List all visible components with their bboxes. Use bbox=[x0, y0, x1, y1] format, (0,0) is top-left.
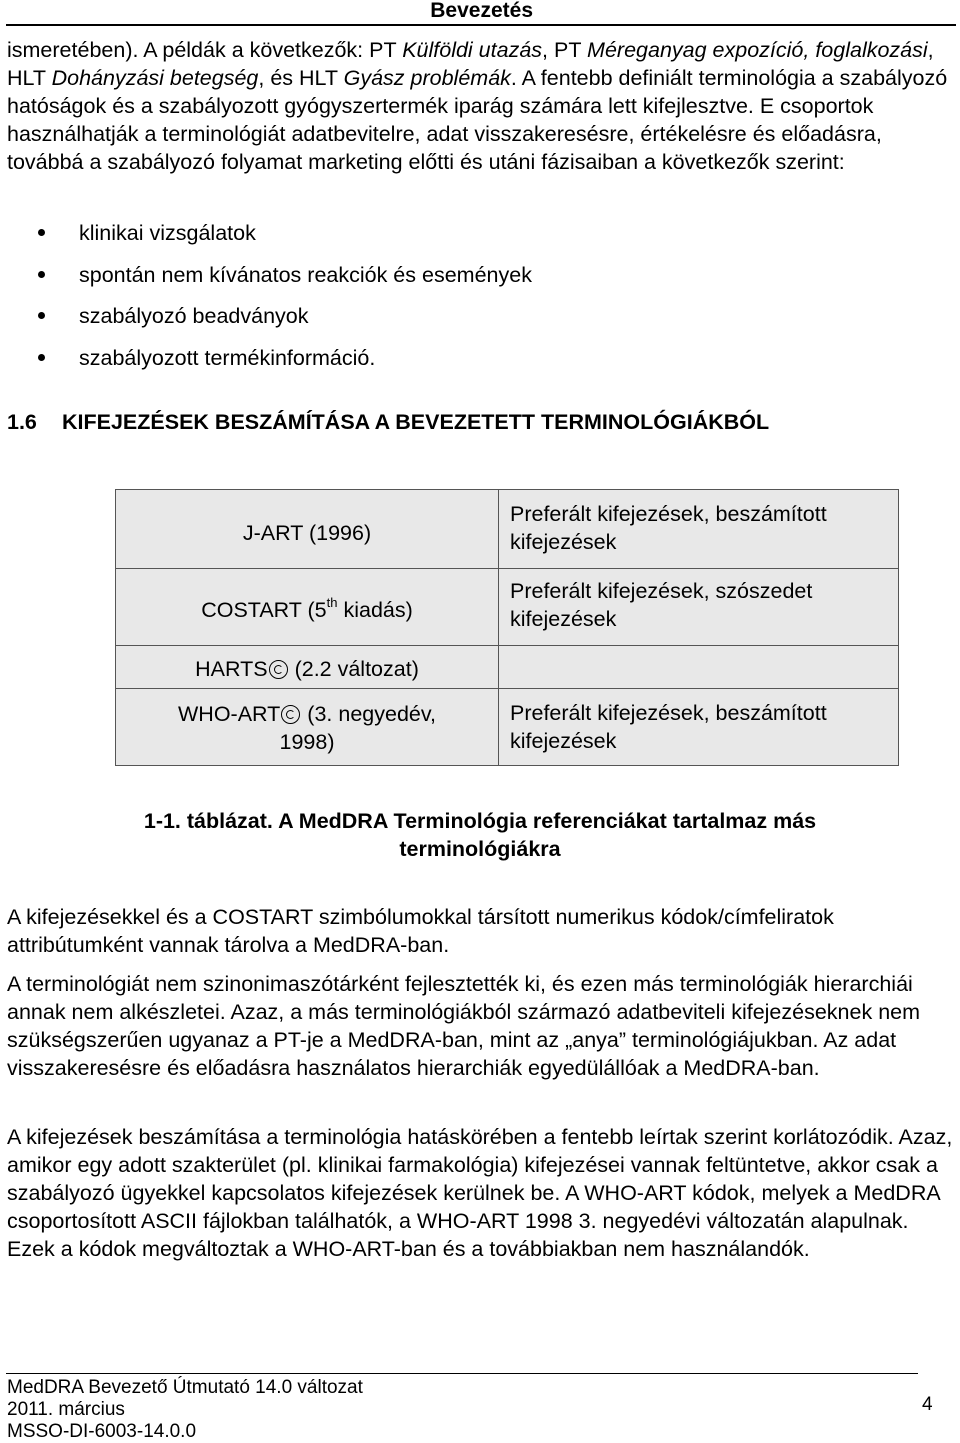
bullet-icon bbox=[38, 354, 45, 361]
page-number: 4 bbox=[922, 1394, 933, 1415]
table-cell-text: Preferált kifejezések, beszámított kifejezések bbox=[510, 701, 827, 753]
usage-bullet-list bbox=[7, 221, 907, 387]
whoart-year: 1998) bbox=[279, 730, 335, 754]
table-cell-text bbox=[116, 596, 498, 624]
list-item bbox=[7, 304, 907, 346]
intro-text-e: , HLT bbox=[7, 38, 934, 90]
section-heading bbox=[7, 408, 953, 436]
intro-italic-term-3: Dohányzási betegség bbox=[51, 66, 259, 90]
list-item-text: klinikai vizsgálatok bbox=[79, 221, 256, 245]
table-caption-line-2: terminológiákra bbox=[399, 837, 561, 861]
superscript: th bbox=[326, 594, 338, 610]
table-cell-text bbox=[116, 655, 498, 683]
table-cell-right-3 bbox=[498, 688, 899, 766]
table-cell-costart bbox=[115, 568, 499, 646]
registered-mark-icon bbox=[269, 660, 288, 679]
terminology-table bbox=[115, 489, 899, 766]
page-header-title: Bevezetés bbox=[430, 0, 533, 22]
harts-label: HARTS bbox=[195, 657, 268, 681]
costart-edition: kiadás) bbox=[337, 598, 413, 622]
costart-label: COSTART (5 bbox=[201, 598, 327, 622]
intro-text-g: , és HLT bbox=[258, 66, 344, 90]
footer-date: 2011. március bbox=[7, 1399, 125, 1420]
intro-italic-term-2: Méreganyag expozíció, foglalkozási bbox=[587, 38, 928, 62]
intro-text-c: , PT bbox=[542, 38, 588, 62]
table-cell-right-1 bbox=[498, 489, 899, 569]
bullet-icon bbox=[38, 312, 45, 319]
list-item-text: szabályozott termékinformáció. bbox=[79, 345, 376, 370]
table-caption bbox=[0, 807, 960, 863]
whoart-version: (3. negyedév, bbox=[301, 702, 436, 726]
table-cell-text: Preferált kifejezések, szószedet kifejezések bbox=[510, 579, 813, 631]
list-item bbox=[7, 221, 907, 263]
bullet-icon bbox=[38, 271, 45, 278]
footer-document-title: MedDRA Bevezető Útmutató 14.0 változat bbox=[7, 1377, 363, 1398]
body-paragraph-4: A kifejezések beszámítása a terminológia hatáskörében a fentebb leírtak szerint korlátozódik. Azaz, amikor egy adott szakterület (pl. klinikai farmakológia) kifejezései vannak feltüntetve, akkor csak a szabályozó ügyekkel kapcsolatos kifejezések kerülnek be. A WHO-ART kódok, melyek a MedDRA csoportosított ASCII fájlokban találhatók, a WHO-ART 1998 3. negyedévi változatán alapulnak. Ezek a kódok megváltoztak a WHO-ART-ban és a továbbiakban nem használandók. bbox=[7, 1125, 953, 1261]
intro-text-a: ismeretében). A példák a következők: PT bbox=[7, 38, 403, 62]
table-cell-whoart bbox=[115, 688, 499, 766]
section-title: KIFEJEZÉSEK BESZÁMÍTÁSA A BEVEZETETT TERMINOLÓGIÁKBÓL bbox=[62, 410, 770, 434]
list-item-text: spontán nem kívánatos reakciók és események bbox=[79, 262, 532, 287]
list-item bbox=[7, 263, 907, 305]
whoart-label: WHO-ART bbox=[178, 702, 281, 726]
table-cell-text: J-ART (1996) bbox=[242, 521, 372, 545]
body-paragraph-2: A kifejezésekkel és a COSTART szimbólumokkal társított numerikus kódok/címfeliratok attribútumként vannak tárolva a MedDRA-ban. bbox=[7, 905, 834, 957]
footer-rule bbox=[6, 1373, 918, 1374]
table-cell-jart bbox=[115, 489, 499, 569]
intro-paragraph bbox=[7, 36, 953, 176]
table-cell-text bbox=[116, 700, 498, 756]
footer-document-id: MSSO-DI-6003-14.0.0 bbox=[7, 1421, 197, 1442]
harts-version: (2.2 változat) bbox=[288, 657, 419, 681]
intro-italic-term-4: Gyász problémák bbox=[343, 66, 511, 90]
table-cell-text: Preferált kifejezések, beszámított kifejezések bbox=[510, 502, 827, 554]
intro-text-i: . A fentebb definiált terminológia a szabályozó hatóságok és a szabályozott gyógyszertermék iparág számára lett kifejlesztve. E csoportok használhatják a terminológiát adatbevitelre, adat visszakeresésre, értékelésre és előadásra, továbbá a szabályozó folyamat marketing előtti és utáni fázisaiban a következők szerint: bbox=[7, 66, 948, 174]
table-cell-harts bbox=[115, 645, 499, 689]
header-rule bbox=[6, 24, 956, 26]
intro-italic-term-1: Külföldi utazás bbox=[402, 38, 543, 62]
bullet-icon bbox=[38, 229, 45, 236]
list-item-text: szabályozó beadványok bbox=[79, 304, 309, 328]
table-cell-right-empty bbox=[498, 645, 899, 689]
table-caption-line-1: 1-1. táblázat. A MedDRA Terminológia referenciákat tartalmaz más bbox=[143, 809, 817, 833]
body-paragraph-3: A terminológiát nem szinonimaszótárként fejlesztették ki, és ezen más terminológiák hierarchiái annak nem alkészletei. Azaz, a más terminológiákból származó adatbeviteli kifejezéseknek nem szükségszerűen ugyanaz a PT-je a MedDRA-ban, mint az „anya” terminológiájukban. Az adat visszakeresésre és előadásra használatos hierarchiák egyedülállóak a MedDRA-ban. bbox=[7, 972, 921, 1080]
registered-mark-icon bbox=[281, 705, 300, 724]
list-item bbox=[7, 346, 907, 388]
section-number: 1.6 bbox=[7, 410, 37, 434]
table-cell-right-2 bbox=[498, 568, 899, 646]
